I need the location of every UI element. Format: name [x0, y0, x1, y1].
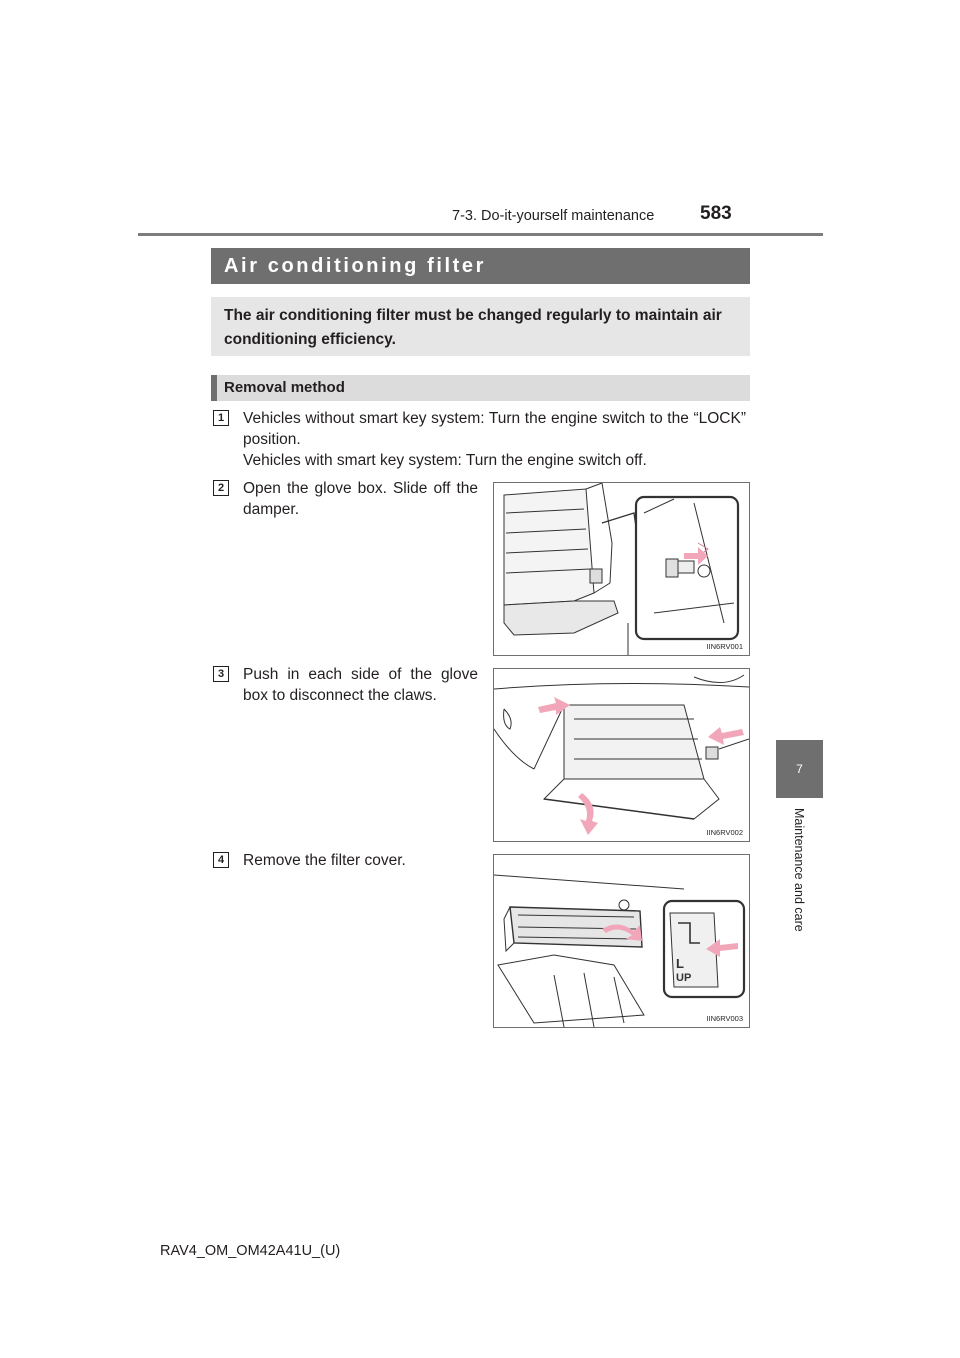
- step-4-text: Remove the filter cover.: [243, 852, 406, 869]
- figure-glove-box-damper: [493, 482, 750, 656]
- swing-down-arrow-icon: [578, 793, 598, 835]
- filter-label-l: L: [676, 956, 684, 971]
- page-title: Air conditioning filter: [211, 248, 750, 284]
- header-rule: [138, 233, 823, 236]
- glove-box-damper-illustration: [494, 483, 749, 655]
- intro-box: The air conditioning filter must be changed regularly to maintain air conditioning efficiency.: [211, 297, 750, 356]
- step-2-text: Open the glove box. Slide off the damper.: [243, 480, 478, 518]
- document-code-footer: RAV4_OM_OM42A41U_(U): [160, 1243, 341, 1259]
- chapter-title-vertical: Maintenance and care: [792, 808, 806, 932]
- figure-code-1: IIN6RV001: [706, 642, 743, 651]
- page-number: 583: [700, 203, 732, 224]
- running-header-section: 7-3. Do-it-yourself maintenance: [452, 208, 655, 224]
- figure-filter-cover: [493, 854, 750, 1028]
- step-number-2: 2: [213, 480, 229, 496]
- step-number-1: 1: [213, 410, 229, 426]
- step-number-3: 3: [213, 666, 229, 682]
- step-1-text: [243, 408, 746, 471]
- step-number-4: 4: [213, 852, 229, 868]
- glove-box-claws-illustration: [494, 669, 749, 841]
- figure-code-2: IIN6RV002: [706, 828, 743, 837]
- figure-glove-box-claws: [493, 668, 750, 842]
- figure-code-3: IIN6RV003: [706, 1014, 743, 1023]
- subsection-heading: Removal method: [211, 375, 750, 401]
- step-3-text: Push in each side of the glove box to disconnect the claws.: [243, 666, 478, 704]
- filter-label-up: UP: [676, 972, 692, 984]
- step-1-line-b: Vehicles with smart key system: Turn the engine switch off.: [243, 452, 647, 469]
- chapter-tab: 7: [776, 740, 823, 798]
- filter-cover-illustration: [494, 855, 749, 1027]
- step-1-line-a: Vehicles without smart key system: Turn the engine switch to the “LOCK” position.: [243, 410, 746, 448]
